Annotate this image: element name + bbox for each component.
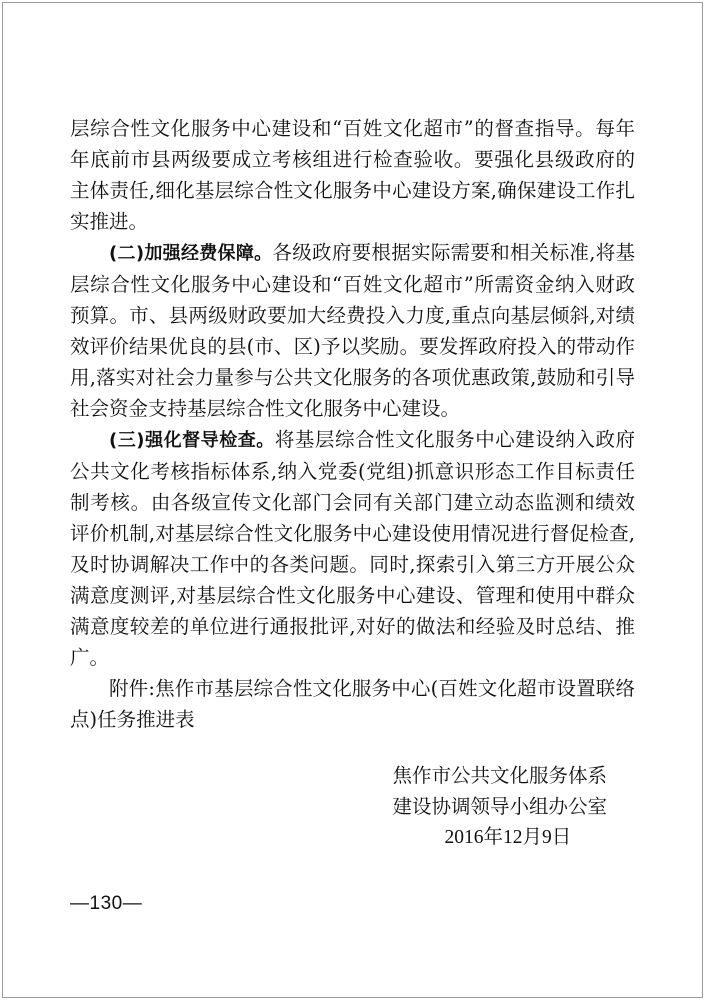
section-heading-inspection: (三)强化督导检查。: [109, 430, 275, 451]
signature-org-line-2: 建设协调领导小组办公室: [392, 795, 607, 818]
paragraph-text: 将基层综合性文化服务中心建设纳入政府公共文化考核指标体系,纳入党委(党组)抓意识形态工作目标责任制考核。由各级宣传文化部门会同有关部门建立动态监测和绩效评价机制,对基层综合性文化服务中心建设使用情况进行督促检查,及时协调解决工作中的各类问题。同时,探索引入第三方开展公众满意度测评,对基层综合性文化服务中心建设、管理和使用中群众满意度较差的单位进行通报批评,对好的做法和经验及时总结、推广。: [70, 428, 635, 669]
paragraph-text: 各级政府要根据实际需要和相关标准,将基层综合性文化服务中心建设和“百姓文化超市”所需资金纳入财政预算。市、县两级财政要加大经费投入力度,重点向基层倾斜,对绩效评价结果优良的县(市、区)予以奖励。要发挥政府投入的带动作用,落实对社会力量参与公共文化服务的各项优惠政策,鼓励和引导社会资金支持基层综合性文化服务中心建设。: [70, 241, 636, 420]
document-body: [70, 113, 635, 735]
attachment-text: 附件:焦作市基层综合性文化服务中心(百姓文化超市设置联络点)任务推进表: [70, 677, 635, 731]
page-number: —130—: [70, 893, 143, 914]
signature-block: [392, 760, 607, 853]
paragraph-supervision-guidance: [70, 113, 635, 237]
signature-org-line-1: 焦作市公共文化服务体系: [392, 764, 607, 787]
section-heading-funding: (二)加强经费保障。: [109, 243, 273, 264]
paragraph-text: 层综合性文化服务中心建设和“百姓文化超市”的督查指导。每年年底前市县两级要成立考核组进行检查验收。要强化县级政府的主体责任,细化基层综合性文化服务中心建设方案,确保建设工作扎实推进。: [70, 117, 635, 233]
paragraph-inspection: [70, 424, 635, 673]
paragraph-funding-guarantee: [70, 237, 635, 424]
signature-date: 2016年12月9日: [444, 827, 572, 848]
paragraph-attachment: [70, 673, 635, 735]
